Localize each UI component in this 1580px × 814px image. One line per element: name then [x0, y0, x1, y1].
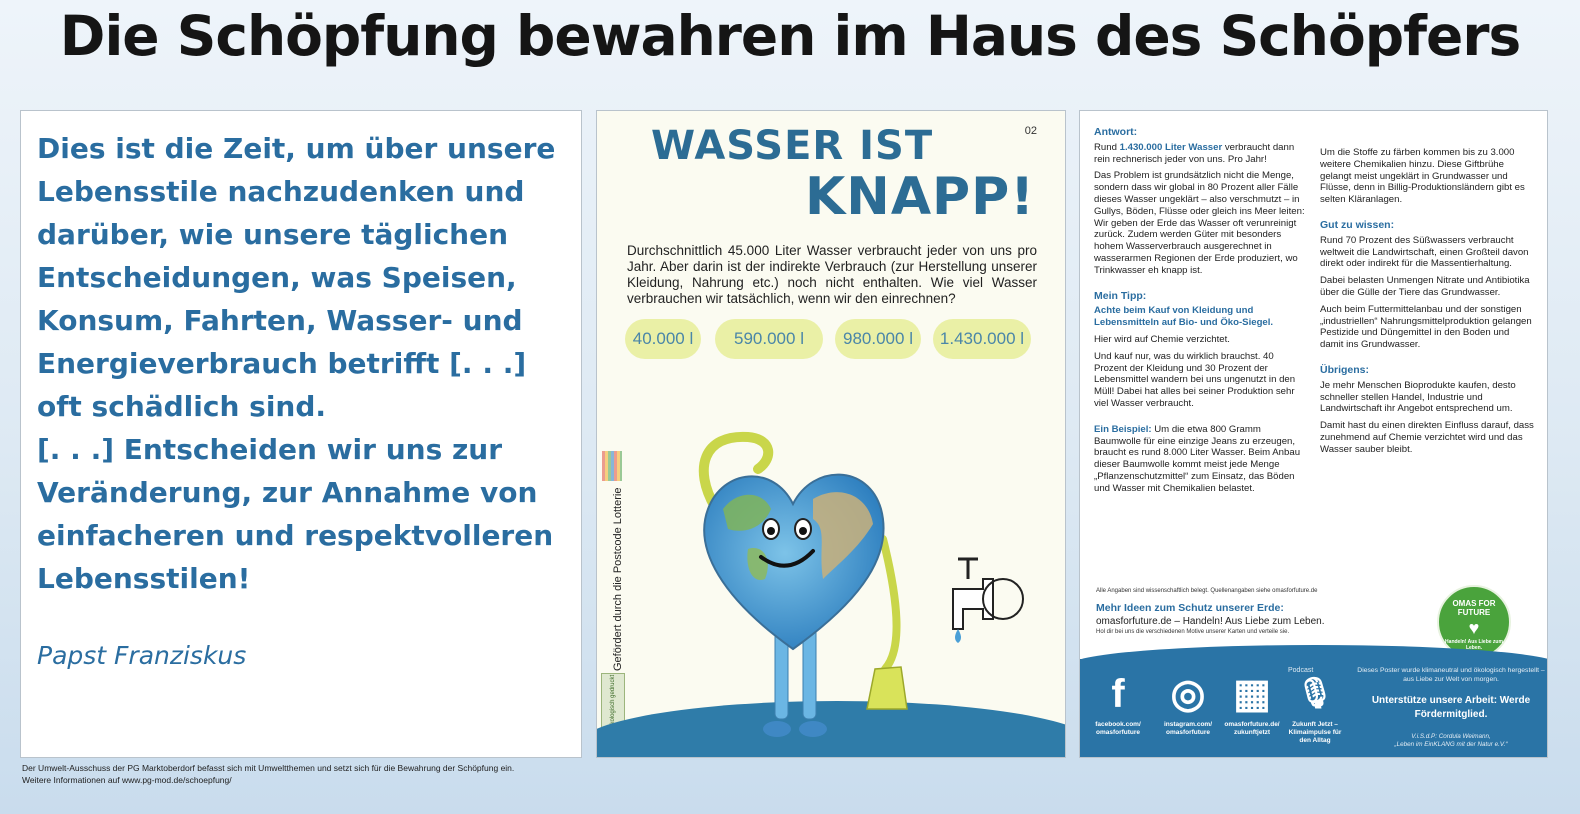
- page-title: Die Schöpfung bewahren im Haus des Schöpfers: [59, 4, 1521, 68]
- tip-subheading: Achte beim Kauf von Kleidung und Lebensmitteln auf Bio- und Öko-Siegel.: [1094, 305, 1274, 329]
- poster-headline-1: WASSER IST: [651, 123, 934, 169]
- microphone-icon: 🎙: [1295, 677, 1335, 710]
- instagram-link[interactable]: ◎ instagram.com/ omasforfuture: [1156, 671, 1220, 737]
- footnote-line-1: Der Umwelt-Ausschuss der PG Marktoberdorf befasst sich mit Umweltthemen und setzt sich für die Bewahrung der Schöpfung ein.: [22, 763, 515, 773]
- tip-text-1: Hier wird auf Chemie verzichtet.: [1094, 333, 1230, 345]
- earth-heart-illustration: [653, 429, 1033, 749]
- sponsor-text: Gefördert durch die Postcode Lotterie: [612, 487, 624, 671]
- qr-code-link[interactable]: ▦ omasforfuture.de/ zukunftjetzt: [1216, 671, 1288, 737]
- info-column-right: [1320, 147, 1534, 461]
- option-1430000: 1.430.000 l: [933, 319, 1031, 359]
- podcast-link[interactable]: 🎙 Zukunft Jetzt – Klimaimpulse für den Alltag: [1284, 671, 1346, 745]
- water-poster: [596, 110, 1066, 758]
- omas-for-future-logo: OMAS FOR FUTURE ♥ Handeln! Aus Liebe zum Leben.: [1437, 585, 1511, 659]
- footnote: [22, 762, 514, 786]
- publisher-credit: V.i.S.d.P: Cordula Weimann, „Leben im EinKLANG mit der Natur e.V.“: [1394, 733, 1508, 748]
- poster-headline-2: KNAPP!: [805, 167, 1035, 227]
- know-text-3: Auch beim Futtermittelanbau und der sonstigen „industriellen“ Nahrungsmittelproduktion gelangen Pestizide und Düngemittel in den Boden und damit ins Grundwasser.: [1320, 303, 1532, 351]
- poster-number: 02: [1024, 125, 1037, 137]
- misc-heading: Übrigens:: [1320, 363, 1370, 376]
- ideas-heading: Mehr Ideen zum Schutz unserer Erde:: [1096, 602, 1284, 614]
- option-40000: 40.000 l: [625, 319, 701, 359]
- answer-heading: Antwort:: [1094, 126, 1138, 138]
- answer-text: Rund 1.430.000 Liter Wasser verbraucht dann rein rechnerisch jeder von uns. Pro Jahr!: [1094, 141, 1295, 165]
- facebook-icon: f: [1111, 672, 1125, 716]
- misc-text-2: Damit hast du einen direkten Einfluss darauf, dass zunehmend auf Chemie verzichtet wird und das Wasser sauber bleibt.: [1320, 420, 1534, 455]
- facebook-link[interactable]: f facebook.com/ omasforfuture: [1090, 671, 1146, 737]
- quote-text: Dies ist die Zeit, um über unsere Lebensstile nachzudenken und darüber, wie unsere täglichen Entscheidungen, was Speisen, Konsum, Fahrten, Wasser- und Energieverbrauch betrifft [. . .] oft schädlich sind. [. . .] Entscheiden wir uns zur Veränderung, zur Annahme von einfacheren und respektvolleren Lebensstilen!: [37, 132, 556, 595]
- qr-code-icon: ▦: [1233, 672, 1271, 716]
- ideas-small: Hol dir bei uns die verschiedenen Motive unserer Karten und verteile sie.: [1096, 629, 1290, 635]
- ideas-text: omasforfuture.de – Handeln! Aus Liebe zum Leben.: [1096, 616, 1325, 627]
- know-text-2: Dabei belasten Unmengen Nitrate und Antibiotika über die Gülle der Tiere das Grundwasser.: [1320, 275, 1530, 298]
- tip-heading: Mein Tipp:: [1094, 289, 1147, 302]
- eco-print-badge: Ökologisch gedruckt: [601, 673, 625, 731]
- podcast-label: Podcast: [1288, 667, 1314, 674]
- lottery-logo: [602, 451, 622, 481]
- instagram-icon: ◎: [1170, 672, 1206, 716]
- footnote-line-2[interactable]: Weitere Informationen auf www.pg-mod.de/schoepfung/: [22, 775, 232, 785]
- problem-text: Das Problem ist grundsätzlich nicht die Menge, sondern dass wir global in 80 Prozent aller Fälle dieses Wasser ungeklärt – also verschmutzt – in Gullys, Böden, Flüsse oder gleich ins Meer leiten: Wir geben der Erde das Wasser oft verunreinigt zurück. Zudem werden Güter mit besonders hohem Wasserverbrauch ausgerechnet in wasserarmen Regionen der Erde produziert, wo Trinkwasser eh knapp ist.: [1094, 170, 1305, 276]
- sources-note: Alle Angaben sind wissenschaftlich belegt. Quellenangaben siehe omasforfuture.de: [1096, 588, 1318, 594]
- climate-neutral-note: Dieses Poster wurde klimaneutral und ökologisch hergestellt – aus Liebe zur Welt von morgen.: [1357, 667, 1545, 683]
- know-text-1: Rund 70 Prozent des Süßwassers verbraucht weltweit die Landwirtschaft, einen Großteil davon direkt oder indirekt für die Massentierhaltung.: [1320, 234, 1529, 270]
- example-text: Ein Beispiel: Um die etwa 800 Gramm Baumwolle für eine einzige Jeans zu erzeugen, braucht es rund 8.000 Liter Wasser. Beim Anbau dieser Baumwolle kommt meist jede Menge „Pflanzenschutzmittel“ zum Einsatz, das Böden und Wasser mit Chemikalien belastet.: [1094, 423, 1301, 494]
- know-heading: Gut zu wissen:: [1320, 218, 1395, 231]
- option-980000: 980.000 l: [835, 319, 921, 359]
- tip-text-2: Und kauf nur, was du wirklich brauchst. 40 Prozent der Kleidung und 30 Prozent der Lebensmittel wandern bei uns ungenutzt in den Müll! Dabei hat alles bei seiner Produktion sehr viel Wasser verbraucht.: [1094, 350, 1296, 409]
- misc-text-1: Je mehr Menschen Bioprodukte kaufen, desto schneller stellen Handel, Industrie und Landwirtschaft ihr Angebot entsprechend um.: [1320, 379, 1516, 415]
- info-column-left: [1094, 127, 1308, 500]
- membership-cta: Unterstütze unsere Arbeit: Werde Fördermitglied.: [1371, 695, 1531, 720]
- quote-author: Papst Franziskus: [37, 641, 247, 670]
- poster-body: Durchschnittlich 45.000 Liter Wasser verbraucht jeder von uns pro Jahr. Aber darin ist der indirekte Verbrauch (zur Herstellung unserer Kleidung, Nahrung etc.) noch nicht enthalten. Wie viel Wasser verbrauchen wir tatsächlich, wenn wir den einrechnen?: [627, 243, 1037, 306]
- quote-panel: [20, 110, 582, 758]
- info-panel: [1079, 110, 1548, 758]
- option-590000: 590.000 l: [715, 319, 823, 359]
- dye-text: Um die Stoffe zu färben kommen bis zu 3.000 weitere Chemikalien hinzu. Diese Giftbrühe gelangt meist ungeklärt in Grundwasser und Flüsse, denn in Billig-Produktionsländern gibt es selten Kläranlagen.: [1320, 147, 1525, 206]
